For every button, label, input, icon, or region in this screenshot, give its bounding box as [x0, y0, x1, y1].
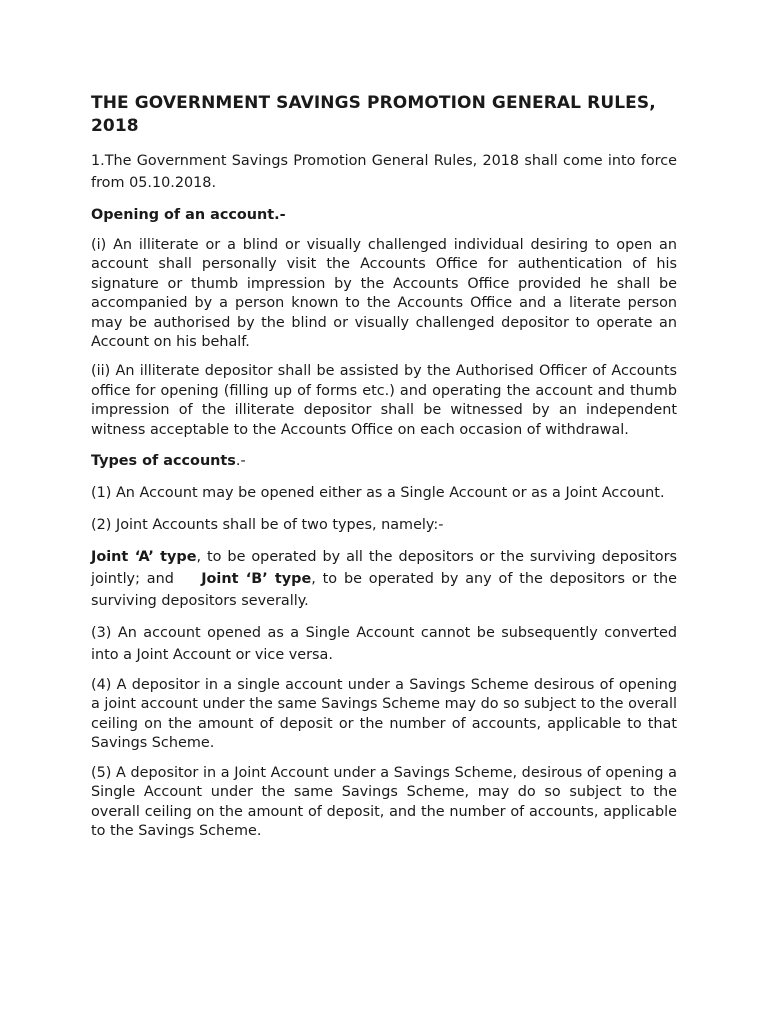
types-para-2: (2) Joint Accounts shall be of two types, namely:- [91, 517, 444, 534]
joint-a-text: , to be operated by all the depositors or the surviving depositors jointly; and [91, 549, 677, 588]
opening-para-i: (i) An illiterate or a blind or visually challenged individual desiring to open an account shall personally visit the Accounts Office for authentication of his signature or thumb impression by the Accounts Office provided he shall be accompanied by a person known to the Accounts Office and a literate person may be authorised by the blind or visually challenged depositor to operate an Account on his behalf. [91, 237, 677, 351]
types-heading-bold: Types of accounts [91, 453, 236, 470]
joint-types-paragraph [91, 546, 677, 612]
document-page [91, 92, 677, 851]
opening-para-ii: (ii) An illiterate depositor shall be assisted by the Authorised Officer of Accounts office for opening (filling up of forms etc.) and operating the account and thumb impression of the illiterate depositor shall be witnessed by an independent witness acceptable to the Accounts Office on each occasion of withdrawal. [91, 363, 677, 438]
joint-b-label: Joint ‘B’ type [201, 571, 312, 588]
document-title: THE GOVERNMENT SAVINGS PROMOTION GENERAL RULES, 2018 [91, 93, 656, 136]
joint-b-text: , to be operated by any of the depositors or the surviving depositors severally. [91, 571, 677, 610]
opening-account-heading: Opening of an account.- [91, 207, 286, 223]
types-para-1: (1) An Account may be opened either as a Single Account or as a Joint Account. [91, 485, 665, 502]
rule-1-paragraph: 1.The Government Savings Promotion General Rules, 2018 shall come into force from 05.10.2018. [91, 153, 677, 191]
types-para-4: (4) A depositor in a single account under a Savings Scheme desirous of opening a joint account under the same Savings Scheme may do so subject to the overall ceiling on the amount of deposit or the number of accounts, applicable to that Savings Scheme. [91, 677, 677, 752]
types-para-3: (3) An account opened as a Single Account cannot be subsequently converted into a Joint Account or vice versa. [91, 625, 677, 664]
types-para-5: (5) A depositor in a Joint Account under a Savings Scheme, desirous of opening a Single Account under the same Savings Scheme, may do so subject to the overall ceiling on the amount of deposit, and the number of accounts, applicable to the Savings Scheme. [91, 764, 677, 839]
types-of-accounts-heading [91, 450, 677, 472]
types-heading-suffix: .- [235, 453, 246, 470]
joint-a-label: Joint ‘A’ type [91, 549, 197, 566]
